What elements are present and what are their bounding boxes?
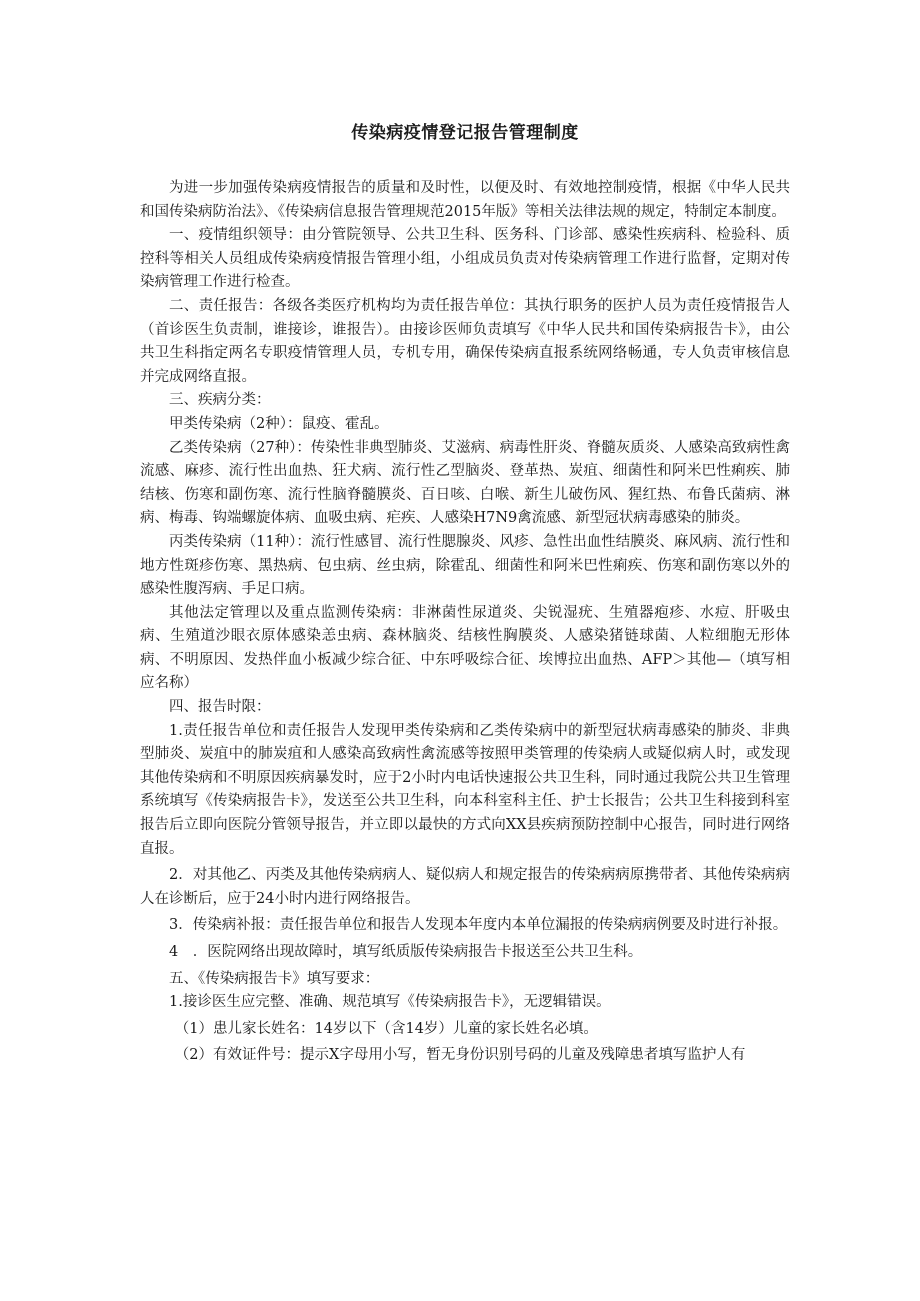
intro-paragraph: 为进一步加强传染病疫情报告的质量和及时性，以便及时、有效地控制疫情，根据《中华人民共和国传染病防治法》、《传染病信息报告管理规范2015年版》等相关法律法规的规定，特制定本制度。	[140, 180, 790, 220]
time-limit-item-2: 2．对其他乙、丙类及其他传染病病人、疑似病人和规定报告的传染病病原携带者、其他传染病病人在诊断后，应于24小时内进行网络报告。	[140, 867, 790, 907]
card-subitem-1: （1）患儿家长姓名：14岁以下（含14岁）儿童的家长姓名必填。	[174, 1020, 598, 1037]
section-3-heading: 三、疾病分类：	[169, 392, 271, 409]
card-subitem-2: （2）有效证件号：提示X字母用小写，暂无身份识别号码的儿童及残障患者填写监护人有	[174, 1047, 746, 1064]
class-a-diseases: 甲类传染病（2种）：鼠疫、霍乱。	[169, 415, 389, 432]
document-body	[140, 177, 790, 1068]
section-4-heading: 四、报告时限：	[169, 699, 271, 716]
section-5-heading: 五、《传染病报告卡》填写要求：	[169, 970, 380, 987]
other-monitored-diseases: 其他法定管理以及重点监测传染病：非淋菌性尿道炎、尖锐湿疣、生殖器疱疹、水痘、肝吸虫病、生殖道沙眼衣原体感染恙虫病、森林脑炎、结核性胸膜炎、人感染猪链球菌、人粒细胞无形体病、不明原因、发热伴血小板减少综合征、中东呼吸综合征、埃博拉出血热、AFP＞其他—（填写相应名称）	[140, 604, 790, 692]
time-limit-item-1: 1.责任报告单位和责任报告人发现甲类传染病和乙类传染病中的新型冠状病毒感染的肺炎、非典型肺炎、炭疽中的肺炭疽和人感染高致病性禽流感等按照甲类管理的传染病人或疑似病人时，或发现其他传染病和不明原因疾病暴发时，应于2小时内电话快速报公共卫生科，同时通过我院公共卫生管理系统填写《传染病报告卡》，发送至公共卫生科，向本科室科主任、护士长报告；公共卫生科接到科室报告后立即向医院分管领导报告，并立即以最快的方式向XX县疾病预防控制中心报告，同时进行网络直报。	[140, 722, 790, 857]
time-limit-item-3: 3．传染病补报：责任报告单位和报告人发现本年度内本单位漏报的传染病病例要及时进行补报。	[169, 917, 788, 934]
class-b-diseases: 乙类传染病（27种）：传染性非典型肺炎、艾滋病、病毒性肝炎、脊髓灰质炎、人感染高致病性禽流感、麻疹、流行性出血热、狂犬病、流行性乙型脑炎、登革热、炭疽、细菌性和阿米巴性痢疾、肺结核、伤寒和副伤寒、流行性脑脊髓膜炎、百日咳、白喉、新生儿破伤风、猩红热、布鲁氏菌病、淋病、梅毒、钩端螺旋体病、血吸虫病、疟疾、人感染H7N9禽流感、新型冠状病毒感染的肺炎。	[140, 439, 790, 527]
class-c-diseases: 丙类传染病（11种）：流行性感冒、流行性腮腺炎、风疹、急性出血性结膜炎、麻风病、流行性和地方性斑疹伤寒、黑热病、包虫病、丝虫病，除霍乱、细菌性和阿米巴性痢疾、伤寒和副伤寒以外的感染性腹泻病、手足口病。	[140, 533, 790, 598]
section-1-leadership: 一、疫情组织领导：由分管院领导、公共卫生科、医务科、门诊部、感染性疾病科、检验科、质控科等相关人员组成传染病疫情报告管理小组，小组成员负责对传染病管理工作进行监督，定期对传染病管理工作进行检查。	[140, 227, 790, 291]
document-title: 传染病疫情登记报告管理制度	[351, 123, 579, 143]
card-requirement-item-1: 1.接诊医生应完整、准确、规范填写《传染病报告卡》，无逻辑错误。	[169, 994, 611, 1011]
time-limit-item-4: 4 ．医院网络出现故障时，填写纸质版传染病报告卡报送至公共卫生科。	[169, 944, 643, 960]
section-2-responsibility: 二、责任报告：各级各类医疗机构均为责任报告单位：其执行职务的医护人员为责任疫情报告人（首诊医生负责制，谁接诊，谁报告）。由接诊医师负责填写《中华人民共和国传染病报告卡》，由公共卫生科指定两名专职疫情管理人员，专机专用，确保传染病直报系统网络畅通，专人负责审核信息并完成网络直报。	[140, 297, 790, 385]
